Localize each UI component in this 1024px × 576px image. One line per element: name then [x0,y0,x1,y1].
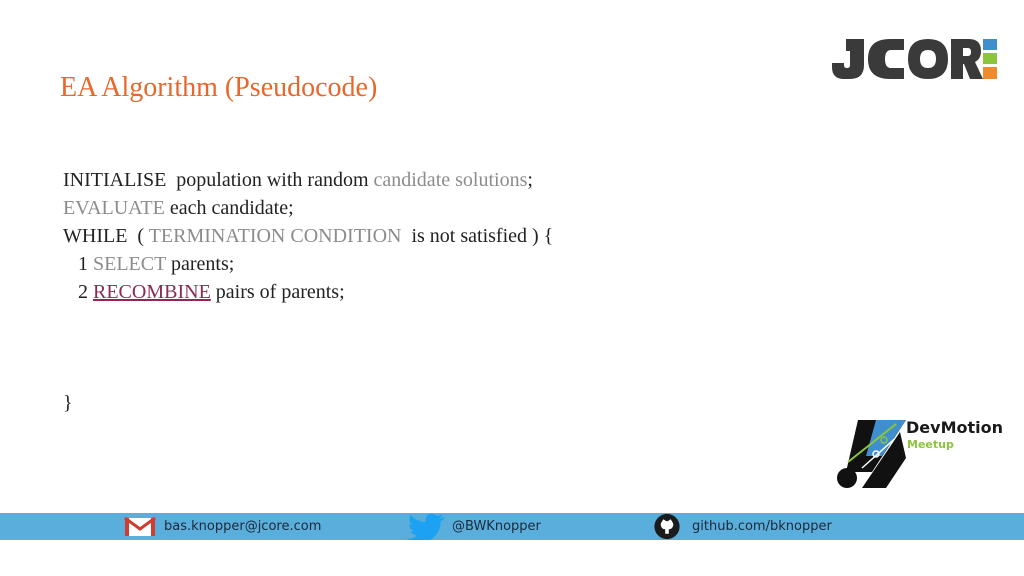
code-line-recombine: 2 RECOMBINE pairs of parents; [63,281,345,303]
slide-title: EA Algorithm (Pseudocode) [60,72,378,103]
recombine-link[interactable]: RECOMBINE [93,281,211,303]
jcore-logo [832,37,998,81]
footer-email[interactable] [124,513,321,540]
devmotion-name: DevMotion [906,418,1003,437]
code-closing-brace: } [63,392,73,414]
devmotion-meetup: Meetup [907,438,954,451]
pseudocode-block [63,166,553,306]
code-line-initialise: INITIALISE population with random candidate solutions; [63,169,533,191]
code-line-evaluate: EVALUATE each candidate; [63,197,294,219]
github-text: github.com/bknopper [692,519,832,534]
footer-twitter[interactable] [406,513,541,540]
code-line-select: 1 SELECT parents; [63,253,235,275]
code-line-while: WHILE ( TERMINATION CONDITION is not satisfied ) { [63,225,554,247]
email-text: bas.knopper@jcore.com [164,519,322,534]
github-icon [652,513,682,540]
footer-bar [0,513,1024,540]
footer-github[interactable] [652,513,832,540]
gmail-icon [124,517,156,537]
twitter-icon [406,513,446,540]
twitter-text: @BWKnopper [452,519,541,534]
